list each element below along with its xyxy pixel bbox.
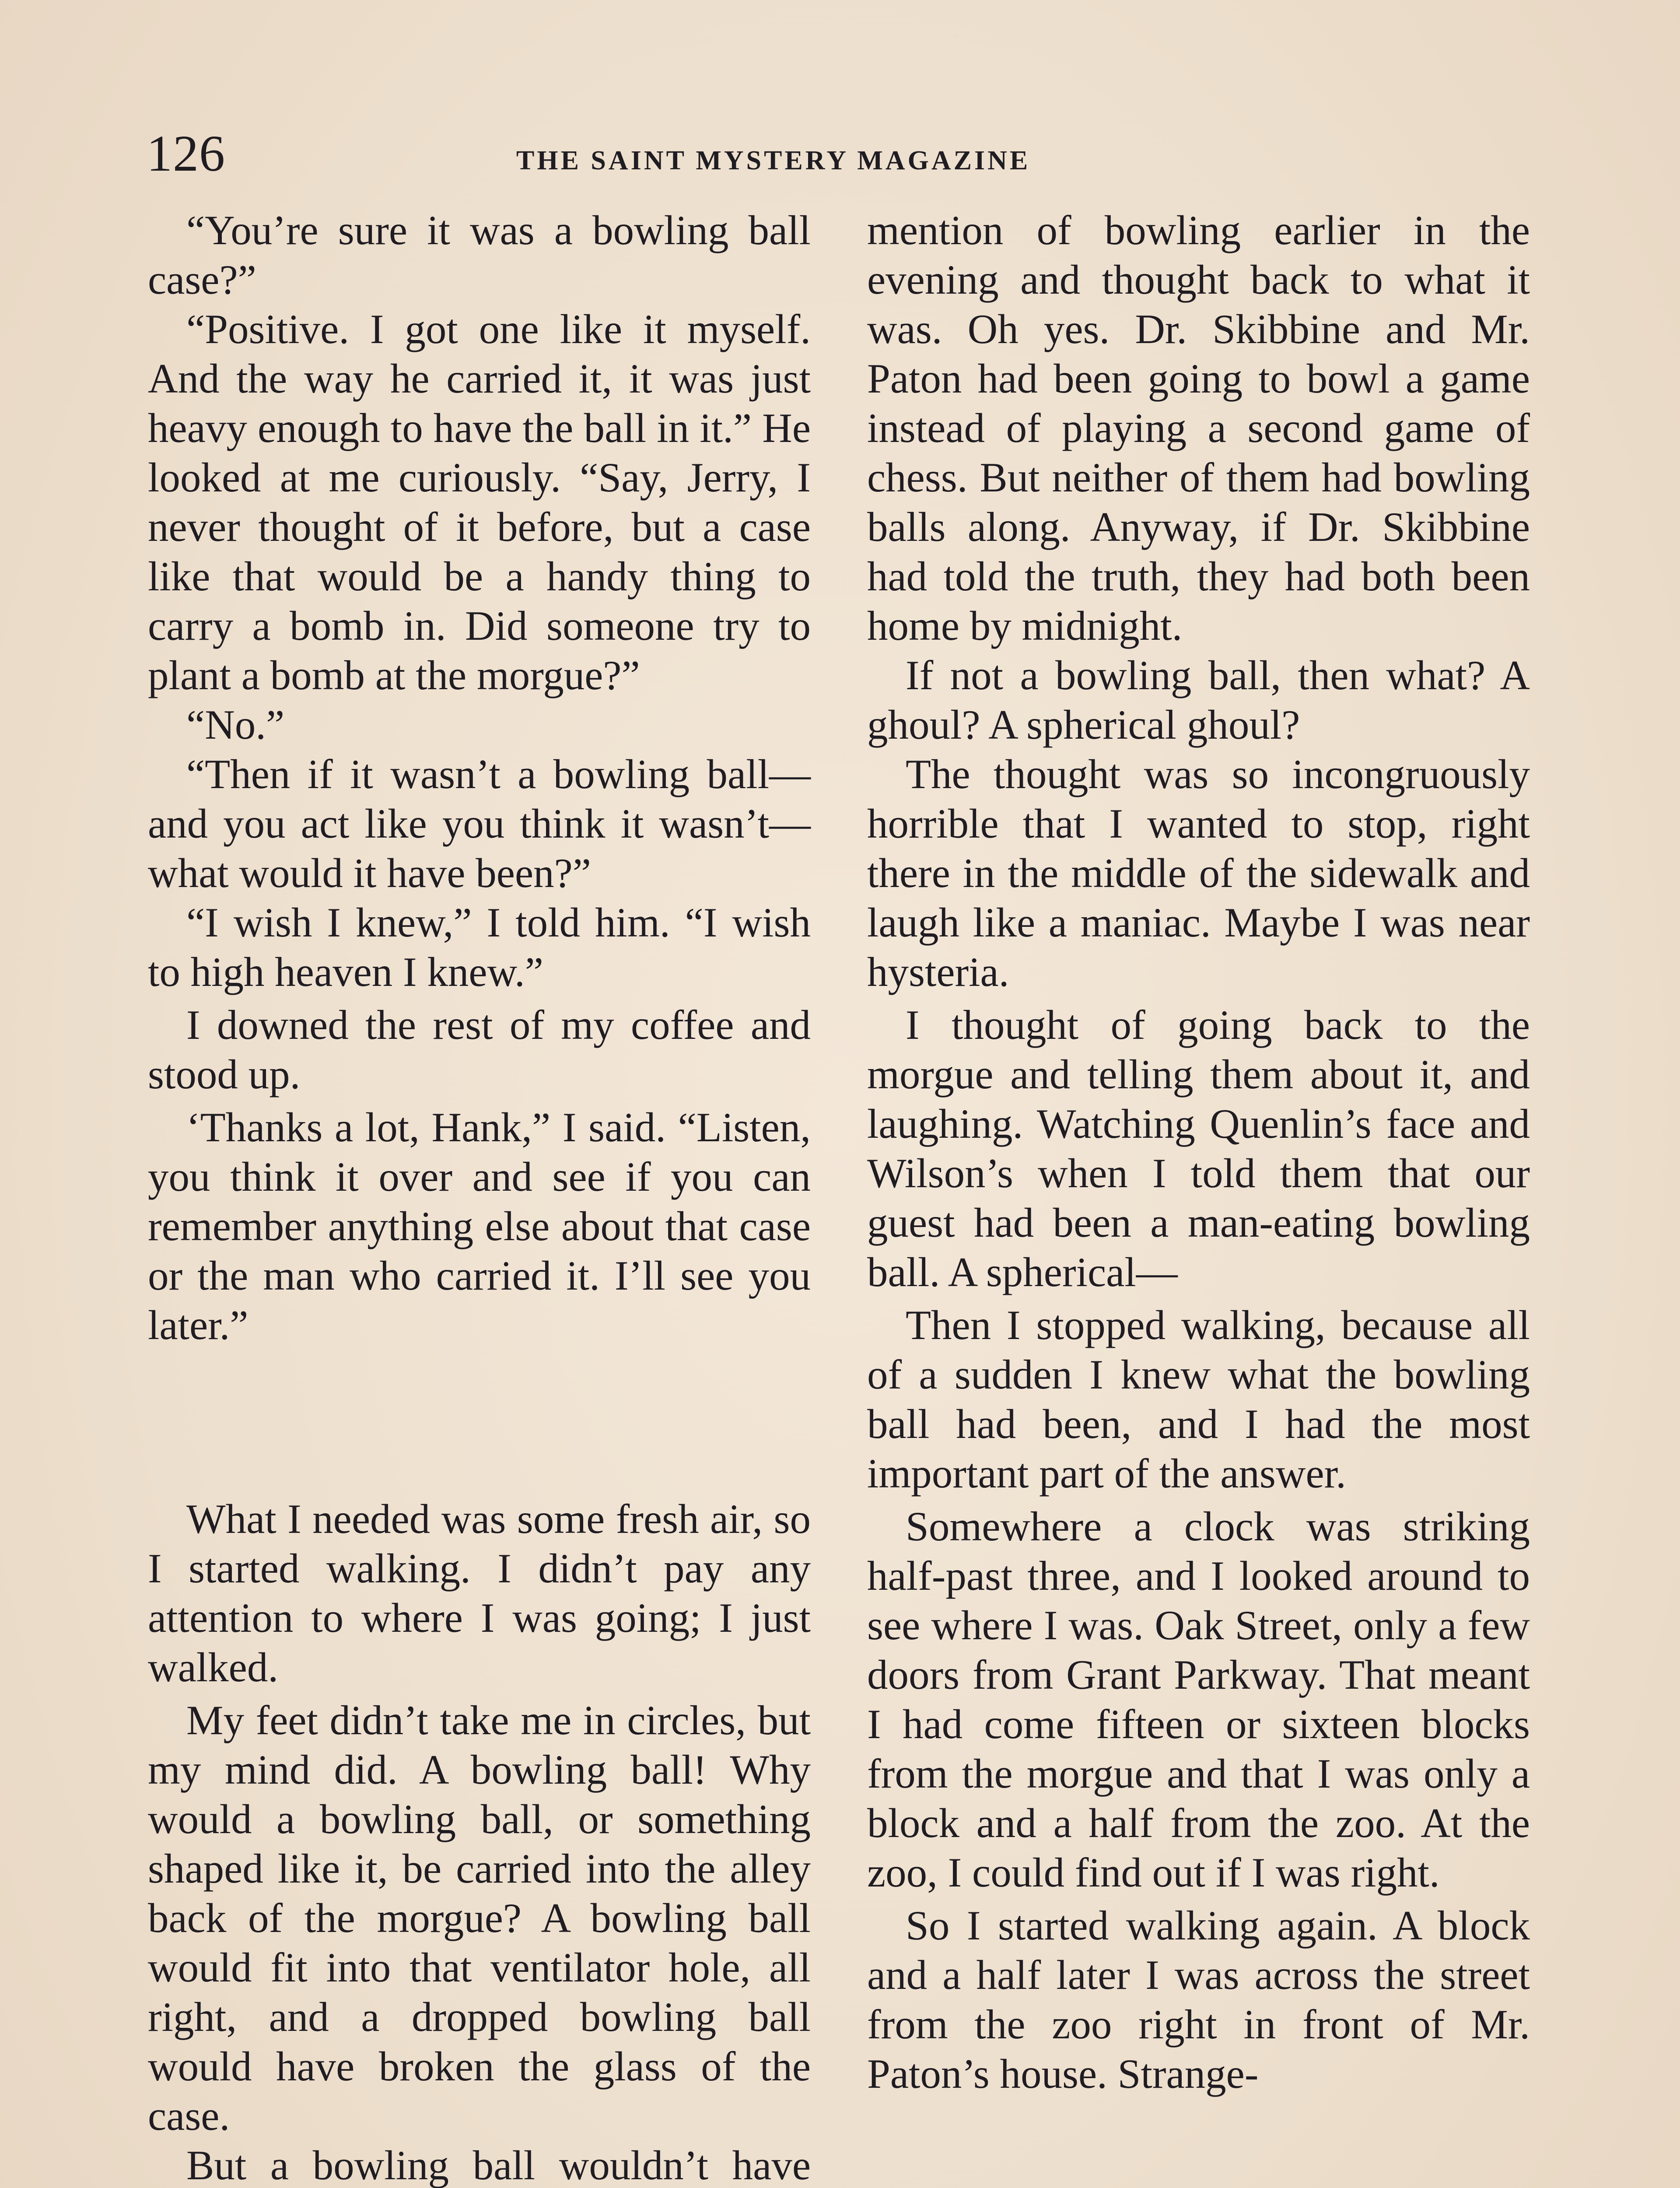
running-head: THE SAINT MYSTERY MAGAZINE	[516, 146, 1031, 175]
paragraph: “No.”	[186, 701, 285, 748]
paragraph: “I wish I knew,” I told him. “I wish to high heaven I knew.”	[148, 899, 811, 995]
paragraph: My feet didn’t take me in circles, but my mind did. A bowling ball! Why would a bowling ball, or something shaped like it, be carried into the alley back of the morgue? A bowling ball would fit into that ventilator hole, all right, and a dropped bowling ball would have broken the glass of the case.	[148, 1697, 811, 2139]
paragraph: ‘Thanks a lot, Hank,” I said. “Listen, you think it over and see if you can remember anything else about that case or the man who carried it. I’ll see you later.”	[148, 1104, 811, 1348]
paragraph: The thought was so incongruously horrible that I wanted to stop, right there in the middle of the sidewalk and laugh like a maniac. Maybe I was near hysteria.	[867, 751, 1530, 995]
paragraph: So I started walking again. A block and a half later I was across the street from the zoo right in front of Mr. Paton’s house. Strange-	[867, 1902, 1530, 2097]
paragraph: Then I stopped walking, because all of a sudden I knew what the bowling ball had been, and I had the most important part of the answer.	[867, 1302, 1530, 1497]
paragraph: If not a bowling ball, then what? A ghoul? A spherical ghoul?	[867, 652, 1530, 748]
paragraph: I downed the rest of my coffee and stood up.	[148, 1002, 811, 1098]
paragraph: I thought of going back to the morgue and telling them about it, and laughing. Watching Quenlin’s face and Wilson’s when I told them that our guest had been a man-eating bowling ball. A spherical—	[867, 1002, 1530, 1295]
paragraph: “Positive. I got one like it myself. And the way he carried it, it was just heavy enough to have the ball in it.” He looked at me curiously. “Say, Jerry, I never thought of it before, but a case like that would be a handy thing to carry a bomb in. Did someone try to plant a bomb at the morgue?”	[148, 306, 811, 698]
paragraph: “Then if it wasn’t a bowling ball—and you act like you think it wasn’t—what would it have been?”	[148, 751, 811, 896]
paragraph: Somewhere a clock was striking half-past three, and I looked around to see where I was. Oak Street, only a few doors from Grant Parkway. That meant I had come fifteen or sixteen blocks from the morgue and that I was only a block and a half from the zoo. At the zoo, I could find out if I was right.	[867, 1503, 1530, 1896]
paragraph: mention of bowling earlier in the evening and thought back to what it was. Oh yes. Dr. Skibbine and Mr. Paton had been going to bowl a game instead of playing a second game of chess. But neither of them had bowling balls along. Anyway, if Dr. Skibbine had told the truth, they had both been home by midnight.	[867, 207, 1530, 649]
left-column	[148, 206, 811, 2188]
paragraph: What I needed was some fresh air, so I started walking. I didn’t pay any attention to where I was going; I just walked.	[148, 1496, 811, 1690]
paragraph: But a bowling ball wouldn’t have	[186, 2142, 811, 2188]
paragraph: “You’re sure it was a bowling ball case?”	[148, 207, 811, 303]
right-column	[867, 206, 1530, 2099]
page-number: 126	[147, 125, 225, 182]
